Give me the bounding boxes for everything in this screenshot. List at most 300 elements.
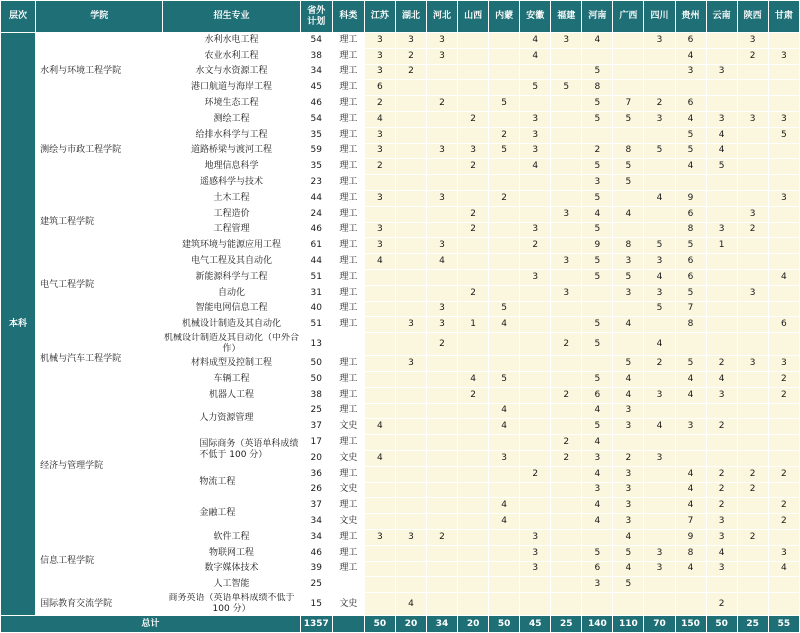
province-quota-cell: 3	[520, 269, 551, 285]
province-quota-cell	[613, 80, 644, 96]
quota-cell: 34	[300, 529, 332, 545]
province-quota-cell: 4	[582, 466, 613, 482]
province-quota-cell: 4	[427, 254, 458, 270]
province-quota-cell: 5	[489, 371, 520, 387]
quota-cell: 26	[300, 482, 332, 498]
major-name: 智能电网信息工程	[163, 301, 300, 317]
province-quota-cell	[768, 33, 799, 49]
category-cell: 理工	[332, 254, 364, 270]
province-quota-cell	[768, 206, 799, 222]
province-quota-cell	[395, 206, 426, 222]
province-quota-cell: 3	[675, 64, 706, 80]
province-quota-cell	[364, 285, 395, 301]
province-quota-cell	[644, 206, 675, 222]
province-quota-cell: 4	[364, 419, 395, 435]
province-quota-cell	[395, 561, 426, 577]
province-quota-cell: 4	[582, 403, 613, 419]
province-quota-cell: 4	[582, 514, 613, 530]
table-row	[1, 254, 800, 270]
province-quota-cell	[582, 127, 613, 143]
province-quota-cell	[427, 545, 458, 561]
province-quota-cell	[737, 254, 768, 270]
province-quota-cell	[489, 482, 520, 498]
province-quota-cell	[706, 254, 737, 270]
province-quota-cell	[489, 64, 520, 80]
province-quota-cell: 4	[582, 498, 613, 514]
category-cell: 理工	[332, 301, 364, 317]
province-quota-cell	[489, 466, 520, 482]
province-quota-cell	[458, 64, 489, 80]
province-quota-cell	[706, 269, 737, 285]
province-quota-cell	[551, 529, 582, 545]
province-quota-cell	[644, 482, 675, 498]
province-quota-cell	[706, 96, 737, 112]
province-quota-cell: 4	[489, 403, 520, 419]
province-quota-cell	[706, 33, 737, 49]
province-quota-cell	[582, 285, 613, 301]
province-quota-cell	[427, 111, 458, 127]
province-quota-cell	[737, 238, 768, 254]
province-quota-cell	[768, 333, 799, 356]
province-quota-cell	[768, 419, 799, 435]
province-quota-cell	[395, 285, 426, 301]
province-quota-cell	[737, 317, 768, 333]
province-quota-cell: 2	[551, 333, 582, 356]
province-quota-cell: 2	[706, 498, 737, 514]
province-quota-cell: 4	[582, 206, 613, 222]
province-quota-cell	[427, 593, 458, 616]
province-quota-cell	[489, 285, 520, 301]
province-quota-cell: 3	[613, 498, 644, 514]
province-quota-cell	[551, 419, 582, 435]
total-province-cell: 34	[427, 616, 458, 633]
province-quota-cell	[737, 190, 768, 206]
major-name: 测绘工程	[163, 111, 300, 127]
province-quota-cell	[551, 482, 582, 498]
province-quota-cell: 4	[613, 561, 644, 577]
province-quota-cell	[737, 333, 768, 356]
header-province: 河北	[427, 1, 458, 33]
province-quota-cell	[613, 435, 644, 451]
province-quota-cell	[427, 127, 458, 143]
province-quota-cell	[395, 127, 426, 143]
province-quota-cell	[489, 254, 520, 270]
province-quota-cell	[364, 561, 395, 577]
category-cell: 理工	[332, 238, 364, 254]
province-quota-cell	[458, 450, 489, 466]
major-name: 工程造价	[163, 206, 300, 222]
province-quota-cell: 3	[706, 64, 737, 80]
province-quota-cell	[427, 387, 458, 403]
province-quota-cell	[737, 159, 768, 175]
province-quota-cell	[489, 80, 520, 96]
province-quota-cell	[737, 64, 768, 80]
college-name: 水利与环境工程学院	[36, 33, 163, 112]
province-quota-cell: 2	[395, 48, 426, 64]
province-quota-cell	[395, 238, 426, 254]
province-quota-cell	[458, 529, 489, 545]
major-name: 土木工程	[163, 190, 300, 206]
province-quota-cell: 2	[551, 435, 582, 451]
province-quota-cell	[768, 593, 799, 616]
province-quota-cell: 5	[644, 301, 675, 317]
province-quota-cell: 4	[582, 435, 613, 451]
province-quota-cell: 4	[364, 111, 395, 127]
quota-cell: 45	[300, 80, 332, 96]
province-quota-cell	[613, 33, 644, 49]
province-quota-cell	[706, 175, 737, 191]
province-quota-cell: 5	[613, 159, 644, 175]
province-quota-cell: 4	[675, 48, 706, 64]
province-quota-cell: 3	[644, 387, 675, 403]
province-quota-cell: 7	[613, 96, 644, 112]
province-quota-cell	[737, 403, 768, 419]
province-quota-cell	[520, 371, 551, 387]
total-label: 总计	[1, 616, 301, 633]
header-province: 陕西	[737, 1, 768, 33]
province-quota-cell	[395, 96, 426, 112]
major-name: 遥感科学与技术	[163, 175, 300, 191]
province-quota-cell: 2	[737, 529, 768, 545]
province-quota-cell	[427, 466, 458, 482]
province-quota-cell: 4	[489, 419, 520, 435]
province-quota-cell: 5	[582, 333, 613, 356]
major-name: 数字媒体技术	[163, 561, 300, 577]
province-quota-cell	[551, 159, 582, 175]
province-quota-cell	[458, 301, 489, 317]
province-quota-cell: 3	[364, 222, 395, 238]
province-quota-cell: 1	[458, 317, 489, 333]
province-quota-cell	[395, 545, 426, 561]
province-quota-cell	[489, 356, 520, 372]
major-name: 电气工程及其自动化	[163, 254, 300, 270]
province-quota-cell	[613, 301, 644, 317]
province-quota-cell	[520, 190, 551, 206]
province-quota-cell: 3	[644, 285, 675, 301]
province-quota-cell	[395, 403, 426, 419]
province-quota-cell	[737, 577, 768, 593]
total-quota: 1357	[300, 616, 332, 633]
province-quota-cell	[458, 254, 489, 270]
province-quota-cell: 3	[520, 561, 551, 577]
province-quota-cell	[768, 482, 799, 498]
quota-cell: 44	[300, 190, 332, 206]
province-quota-cell: 4	[613, 206, 644, 222]
province-quota-cell: 8	[613, 238, 644, 254]
province-quota-cell: 3	[551, 206, 582, 222]
province-quota-cell	[520, 514, 551, 530]
province-quota-cell: 4	[644, 190, 675, 206]
total-row	[1, 616, 800, 633]
major-name: 机械设计制造及其自动化（中外合作）	[164, 333, 300, 355]
province-quota-cell: 3	[613, 254, 644, 270]
province-quota-cell: 3	[613, 419, 644, 435]
province-quota-cell	[520, 333, 551, 356]
province-quota-cell: 3	[644, 254, 675, 270]
category-cell: 理工	[332, 387, 364, 403]
province-quota-cell	[364, 206, 395, 222]
college-name: 测绘与市政工程学院	[36, 111, 163, 190]
category-cell: 理工	[332, 111, 364, 127]
category-cell: 理工	[332, 285, 364, 301]
province-quota-cell	[582, 356, 613, 372]
province-quota-cell: 2	[458, 206, 489, 222]
province-quota-cell: 6	[675, 269, 706, 285]
province-quota-cell	[364, 482, 395, 498]
province-quota-cell: 5	[551, 80, 582, 96]
province-quota-cell	[706, 333, 737, 356]
college-name: 国际教育交流学院	[36, 593, 163, 616]
province-quota-cell	[489, 529, 520, 545]
header-college: 学院	[36, 1, 163, 33]
province-quota-cell	[520, 96, 551, 112]
province-quota-cell	[768, 175, 799, 191]
category-cell: 理工	[332, 371, 364, 387]
quota-cell: 40	[300, 301, 332, 317]
province-quota-cell	[644, 127, 675, 143]
province-quota-cell: 2	[644, 96, 675, 112]
province-quota-cell	[613, 190, 644, 206]
province-quota-cell	[395, 190, 426, 206]
province-quota-cell	[737, 371, 768, 387]
total-province-cell: 110	[613, 616, 644, 633]
province-quota-cell: 3	[613, 285, 644, 301]
province-quota-cell	[644, 371, 675, 387]
category-cell	[332, 577, 364, 593]
province-quota-cell	[458, 48, 489, 64]
province-quota-cell: 4	[675, 466, 706, 482]
province-quota-cell: 2	[551, 450, 582, 466]
province-quota-cell: 3	[737, 111, 768, 127]
category-cell: 理工	[332, 403, 364, 419]
province-quota-cell	[520, 64, 551, 80]
province-quota-cell	[644, 577, 675, 593]
province-quota-cell: 2	[427, 96, 458, 112]
category-cell: 理工	[332, 80, 364, 96]
province-quota-cell	[644, 222, 675, 238]
province-quota-cell: 5	[675, 285, 706, 301]
province-quota-cell	[768, 64, 799, 80]
province-quota-cell: 5	[489, 143, 520, 159]
province-quota-cell	[706, 435, 737, 451]
province-quota-cell: 2	[582, 143, 613, 159]
major-name: 港口航道与海岸工程	[163, 80, 300, 96]
province-quota-cell: 3	[768, 356, 799, 372]
major-name: 物联网工程	[163, 545, 300, 561]
province-quota-cell	[737, 435, 768, 451]
province-quota-cell: 3	[737, 285, 768, 301]
province-quota-cell	[551, 127, 582, 143]
province-quota-cell: 5	[582, 64, 613, 80]
province-quota-cell	[551, 269, 582, 285]
province-quota-cell: 3	[364, 127, 395, 143]
province-quota-cell	[520, 301, 551, 317]
province-quota-cell: 4	[489, 498, 520, 514]
province-quota-cell	[427, 356, 458, 372]
province-quota-cell	[551, 545, 582, 561]
province-quota-cell	[489, 387, 520, 403]
province-quota-cell	[364, 175, 395, 191]
province-quota-cell: 5	[644, 143, 675, 159]
province-quota-cell: 2	[706, 482, 737, 498]
quota-cell: 54	[300, 33, 332, 49]
province-quota-cell: 2	[427, 529, 458, 545]
province-quota-cell: 8	[675, 317, 706, 333]
total-category-blank	[332, 616, 364, 633]
province-quota-cell	[737, 175, 768, 191]
category-cell: 理工	[332, 175, 364, 191]
quota-cell: 46	[300, 545, 332, 561]
province-quota-cell: 3	[395, 529, 426, 545]
province-quota-cell	[551, 301, 582, 317]
province-quota-cell	[768, 450, 799, 466]
province-quota-cell: 2	[737, 48, 768, 64]
province-quota-cell	[427, 419, 458, 435]
province-quota-cell	[458, 190, 489, 206]
header-province: 河南	[582, 1, 613, 33]
province-quota-cell: 4	[613, 387, 644, 403]
header-province: 福建	[551, 1, 582, 33]
province-quota-cell: 2	[520, 238, 551, 254]
province-quota-cell	[489, 269, 520, 285]
province-quota-cell	[551, 317, 582, 333]
province-quota-cell	[644, 514, 675, 530]
province-quota-cell	[737, 96, 768, 112]
province-quota-cell	[458, 127, 489, 143]
province-quota-cell	[427, 175, 458, 191]
header-category: 科类	[332, 1, 364, 33]
province-quota-cell	[675, 403, 706, 419]
province-quota-cell	[644, 48, 675, 64]
province-quota-cell	[458, 333, 489, 356]
category-cell: 理工	[332, 356, 364, 372]
province-quota-cell: 5	[644, 238, 675, 254]
province-quota-cell	[395, 222, 426, 238]
province-quota-cell	[395, 80, 426, 96]
major-name: 机械设计制造及其自动化	[163, 317, 300, 333]
category-cell: 文史	[332, 593, 364, 616]
province-quota-cell	[427, 285, 458, 301]
province-quota-cell: 4	[395, 593, 426, 616]
quota-cell: 35	[300, 127, 332, 143]
college-name: 经济与管理学院	[36, 403, 163, 529]
province-quota-cell	[364, 333, 395, 356]
province-quota-cell: 4	[768, 561, 799, 577]
province-quota-cell	[364, 545, 395, 561]
quota-cell: 13	[300, 333, 332, 356]
province-quota-cell: 1	[706, 238, 737, 254]
province-quota-cell: 4	[613, 529, 644, 545]
province-quota-cell	[395, 482, 426, 498]
province-quota-cell	[706, 48, 737, 64]
province-quota-cell: 6	[582, 387, 613, 403]
province-quota-cell: 5	[613, 577, 644, 593]
province-quota-cell: 2	[737, 222, 768, 238]
total-province-cell: 140	[582, 616, 613, 633]
table-row	[1, 111, 800, 127]
category-cell: 理工	[332, 33, 364, 49]
quota-cell: 59	[300, 143, 332, 159]
quota-cell: 50	[300, 371, 332, 387]
total-province-cell: 25	[737, 616, 768, 633]
province-quota-cell: 5	[768, 127, 799, 143]
province-quota-cell	[458, 545, 489, 561]
province-quota-cell	[458, 419, 489, 435]
province-quota-cell	[427, 206, 458, 222]
province-quota-cell	[768, 222, 799, 238]
province-quota-cell	[675, 80, 706, 96]
province-quota-cell: 4	[675, 387, 706, 403]
province-quota-cell: 2	[768, 498, 799, 514]
category-cell: 理工	[332, 48, 364, 64]
province-quota-cell	[520, 403, 551, 419]
category-cell: 理工	[332, 222, 364, 238]
province-quota-cell: 5	[675, 238, 706, 254]
province-quota-cell	[706, 190, 737, 206]
province-quota-cell	[364, 269, 395, 285]
province-quota-cell	[551, 514, 582, 530]
province-quota-cell	[489, 175, 520, 191]
province-quota-cell: 2	[395, 64, 426, 80]
province-quota-cell: 8	[582, 80, 613, 96]
province-quota-cell: 2	[458, 111, 489, 127]
province-quota-cell	[520, 356, 551, 372]
province-quota-cell	[613, 333, 644, 356]
province-quota-cell	[768, 529, 799, 545]
province-quota-cell	[768, 80, 799, 96]
table-row	[1, 403, 800, 419]
province-quota-cell: 3	[613, 514, 644, 530]
header-province: 甘肃	[768, 1, 799, 33]
province-quota-cell: 4	[458, 371, 489, 387]
category-cell: 理工	[332, 190, 364, 206]
province-quota-cell: 2	[458, 222, 489, 238]
province-quota-cell	[427, 159, 458, 175]
province-quota-cell	[551, 371, 582, 387]
province-quota-cell: 7	[675, 514, 706, 530]
province-quota-cell	[644, 466, 675, 482]
province-quota-cell: 3	[364, 190, 395, 206]
category-cell: 理工	[332, 269, 364, 285]
province-quota-cell	[551, 593, 582, 616]
province-quota-cell: 5	[582, 317, 613, 333]
header-major: 招生专业	[163, 1, 300, 33]
province-quota-cell	[737, 498, 768, 514]
province-quota-cell: 2	[768, 371, 799, 387]
category-cell: 理工	[332, 127, 364, 143]
province-quota-cell	[644, 593, 675, 616]
province-quota-cell	[520, 435, 551, 451]
province-quota-cell: 4	[644, 269, 675, 285]
province-quota-cell: 5	[613, 356, 644, 372]
province-quota-cell	[551, 190, 582, 206]
province-quota-cell: 5	[675, 143, 706, 159]
province-quota-cell: 8	[675, 222, 706, 238]
province-quota-cell	[458, 33, 489, 49]
header-province: 湖北	[395, 1, 426, 33]
province-quota-cell	[364, 435, 395, 451]
quota-cell: 24	[300, 206, 332, 222]
major-name: 车辆工程	[163, 371, 300, 387]
province-quota-cell: 7	[675, 301, 706, 317]
province-quota-cell	[644, 175, 675, 191]
total-province-cell: 50	[489, 616, 520, 633]
province-quota-cell	[520, 593, 551, 616]
province-quota-cell	[489, 206, 520, 222]
province-quota-cell: 5	[582, 254, 613, 270]
province-quota-cell: 4	[706, 143, 737, 159]
major-name: 农业水利工程	[163, 48, 300, 64]
